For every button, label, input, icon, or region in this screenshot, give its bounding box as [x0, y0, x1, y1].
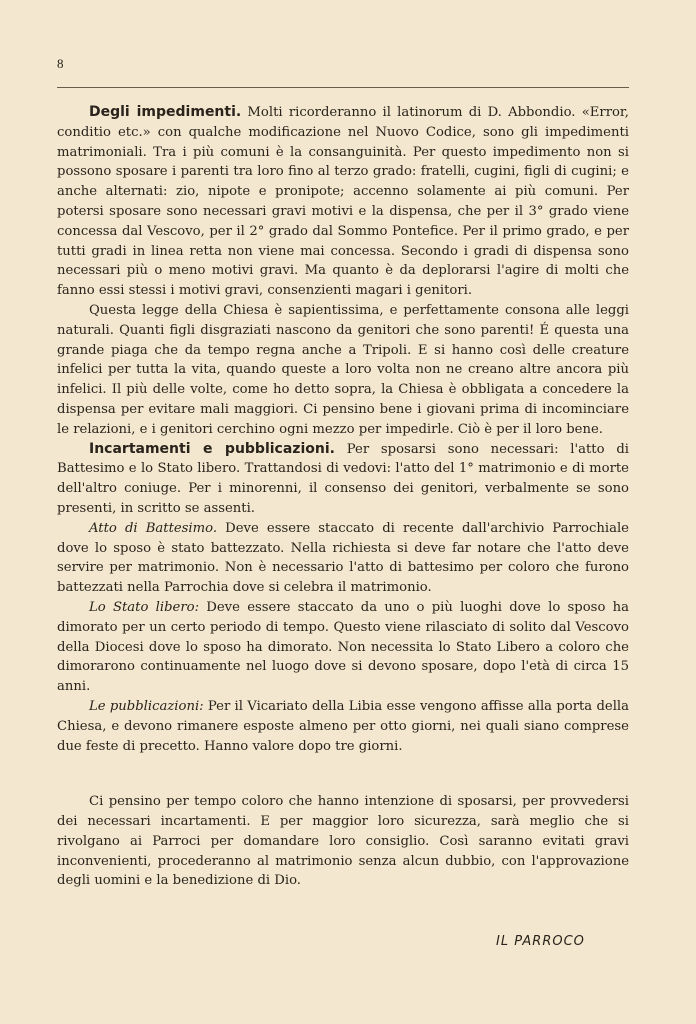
label-battesimo: Atto di Battesimo. — [89, 520, 218, 536]
paragraph-incartamenti — [57, 440, 629, 519]
signature: IL PARROCO — [496, 934, 585, 949]
paragraph-impedimenti — [57, 103, 629, 301]
header-rule — [57, 87, 629, 88]
page-number: 8 — [57, 56, 64, 71]
paragraph-stato-libero — [57, 598, 629, 697]
text-battesimo: Deve essere staccato di recente dall'archivio Parrochiale dove lo sposo è stato battezzato. Nella richiesta si deve far notare che l'atto deve servire per matrimonio. Non è necessario l'atto di battesimo per coloro che furono battezzati nella Parrochia dove si celebra il matrimonio. — [57, 520, 629, 596]
paragraph-battesimo — [57, 519, 629, 598]
paragraph-closing: Ci pensino per tempo coloro che hanno intenzione di sposarsi, per provvedersi dei necessari incartamenti. E per maggior loro sicurezza, sarà meglio che si rivolgano ai Parroci per domandare loro consiglio. Così saranno evitati gravi inconvenienti, procederanno al matrimonio senza alcun dubbio, con l'approvazione degli uomini e la benedizione di Dio. — [57, 794, 629, 889]
paragraph-legge: Questa legge della Chiesa è sapientissima, e perfettamente consona alle leggi naturali. Quanti figli disgraziati nascono da genitori che sono parenti! É questa una grande piaga che da tempo regna anche a Tripoli. E si hanno così delle creature infelici per tutta la vita, quando queste a loro volta non ne creano altre ancora più infelici. Il più delle volte, come ho detto sopra, la Chiesa è obbligata a concedere la dispensa per evitare mali maggiori. Ci pensino bene i giovani prima di incominciare le relazioni, e i genitori cerchino ogni mezzo per impedirle. Ciò è per il loro bene. — [57, 302, 629, 437]
heading-impedimenti: Degli impedimenti. — [89, 104, 242, 120]
section-spacer — [57, 756, 629, 792]
text-pubblicazioni: Per il Vicariato della Libia esse vengono affisse alla porta della Chiesa, e devono rimanere esposte almeno per otto giorni, nei quali siano comprese due feste di precetto. Hanno valore dopo tre giorni. — [57, 698, 629, 754]
paragraph-pubblicazioni — [57, 697, 629, 756]
heading-incartamenti: Incartamenti e pubblicazioni. — [89, 440, 335, 457]
text-incartamenti: Per sposarsi sono necessari: l'atto di Battesimo e lo Stato libero. Trattandosi di vedovi: l'atto del 1° matrimonio e di morte dell'altro coniuge. Per i minorenni, il consenso dei genitori, verbalmente se sono presenti, in scritto se assenti. — [57, 441, 629, 516]
article-body — [57, 103, 629, 891]
text-stato-libero: Deve essere staccato da uno o più luoghi dove lo sposo ha dimorato per un certo periodo di tempo. Questo viene rilasciato di solito dal Vescovo della Diocesi dove lo sposo ha dimorato. Non necessita lo Stato Libero a coloro che dimorarono continuamente nel luogo dove si devono sposare, dopo l'età di circa 15 anni. — [57, 599, 629, 695]
label-stato-libero: Lo Stato libero: — [89, 599, 200, 615]
text-impedimenti: Molti ricorderanno il latinorum di D. Abbondio. «Error, conditio etc.» con qualche modificazione nel Nuovo Codice, sono gli impedimenti matrimoniali. Tra i più comuni è la consanguinità. Per questo impedimento non si possono sposare i parenti tra loro fino al terzo grado: fratelli, cugini, figli di cugini; e anche alternati: zio, nipote e pronipote; accenno solamente ai più comuni. Per potersi sposare sono necessari gravi motivi e la dispensa, che per il 3° grado viene concessa dal Vescovo, per il 2° grado dal Sommo Pontefice. Per il primo grado, e per tutti gradi in linea retta non viene mai concessa. Secondo i gradi di dispensa sono necessari più o meno motivi gravi. Ma quanto è da deplorarsi l'agire di molti che fanno essi stessi i motivi gravi, consenzienti magari i genitori. — [57, 105, 629, 299]
label-pubblicazioni: Le pubblicazioni: — [89, 698, 204, 714]
